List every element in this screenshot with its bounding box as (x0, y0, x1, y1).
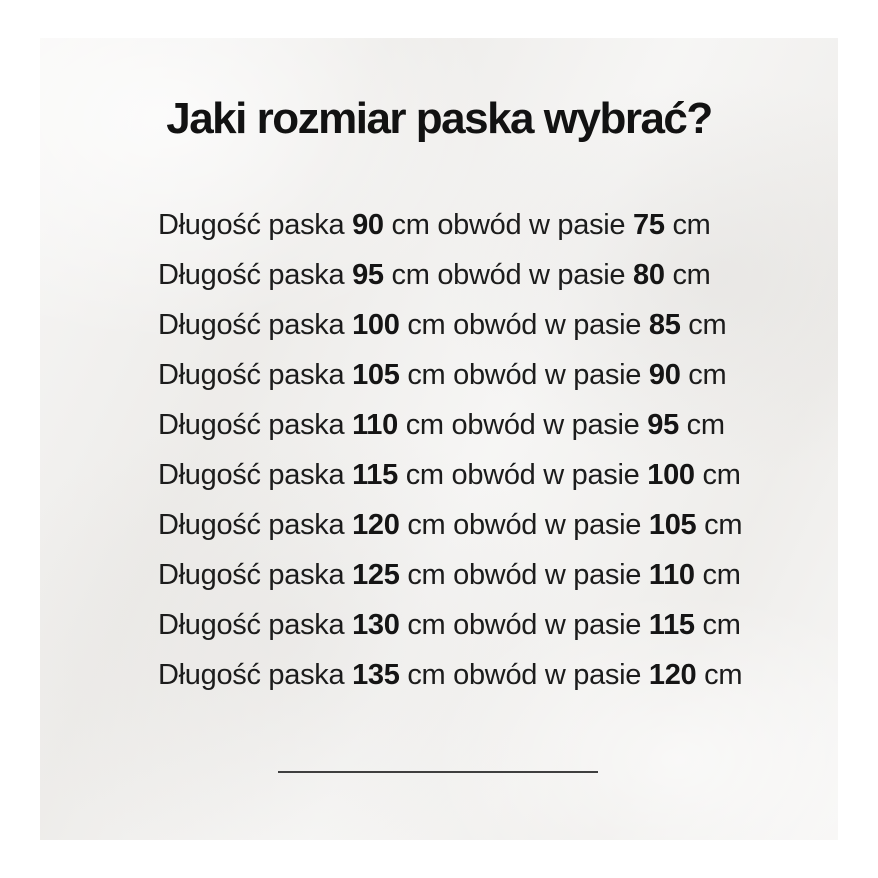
belt-length-value: 100 (352, 309, 400, 341)
length-label: Długość paska (158, 209, 353, 241)
waist-label: cm obwód w pasie (399, 659, 649, 691)
belt-length-value: 120 (352, 509, 400, 541)
cm-unit: cm (680, 359, 727, 391)
cm-unit: cm (694, 559, 741, 591)
bottom-divider-line (278, 771, 598, 773)
size-line (158, 200, 742, 250)
belt-length-value: 115 (352, 459, 398, 491)
size-line (158, 250, 742, 300)
size-line (158, 550, 742, 600)
waist-value: 95 (647, 409, 679, 441)
belt-length-value: 105 (352, 359, 400, 391)
waist-label: cm obwód w pasie (397, 409, 648, 441)
waist-value: 105 (648, 509, 697, 541)
belt-length-value: 135 (352, 659, 400, 691)
size-line (158, 400, 742, 450)
length-label: Długość paska (158, 359, 353, 391)
length-label: Długość paska (158, 659, 353, 691)
waist-label: cm obwód w pasie (383, 209, 634, 241)
page-title: Jaki rozmiar paska wybrać? (166, 94, 712, 143)
cm-unit: cm (696, 509, 743, 541)
length-label: Długość paska (158, 609, 353, 641)
waist-value: 75 (633, 209, 665, 241)
size-line (158, 650, 742, 700)
waist-label: cm obwód w pasie (399, 359, 649, 391)
cm-unit: cm (678, 409, 725, 441)
size-list (158, 200, 742, 700)
waist-label: cm obwód w pasie (399, 309, 649, 341)
waist-value: 90 (648, 359, 681, 391)
length-label: Długość paska (158, 409, 353, 441)
waist-label: cm obwód w pasie (399, 509, 649, 541)
cm-unit: cm (696, 659, 743, 691)
cm-unit: cm (664, 209, 711, 241)
size-line (158, 600, 742, 650)
belt-length-value: 110 (352, 409, 398, 441)
waist-value: 110 (648, 559, 695, 591)
waist-label: cm obwód w pasie (383, 259, 634, 291)
belt-length-value: 125 (352, 559, 400, 591)
marble-panel (40, 38, 838, 840)
waist-value: 85 (648, 309, 681, 341)
size-line (158, 350, 742, 400)
length-label: Długość paska (158, 309, 353, 341)
size-line (158, 450, 742, 500)
cm-unit: cm (694, 609, 741, 641)
waist-label: cm obwód w pasie (399, 559, 649, 591)
cm-unit: cm (694, 459, 741, 491)
length-label: Długość paska (158, 559, 353, 591)
length-label: Długość paska (158, 259, 353, 291)
cm-unit: cm (664, 259, 711, 291)
belt-length-value: 130 (352, 609, 400, 641)
waist-label: cm obwód w pasie (399, 609, 649, 641)
length-label: Długość paska (158, 459, 353, 491)
length-label: Długość paska (158, 509, 353, 541)
waist-value: 80 (633, 259, 665, 291)
size-line (158, 500, 742, 550)
belt-length-value: 90 (352, 209, 384, 241)
cm-unit: cm (680, 309, 727, 341)
waist-value: 120 (648, 659, 697, 691)
waist-label: cm obwód w pasie (397, 459, 648, 491)
belt-length-value: 95 (352, 259, 384, 291)
waist-value: 100 (647, 459, 695, 491)
waist-value: 115 (648, 609, 695, 641)
size-line (158, 300, 742, 350)
